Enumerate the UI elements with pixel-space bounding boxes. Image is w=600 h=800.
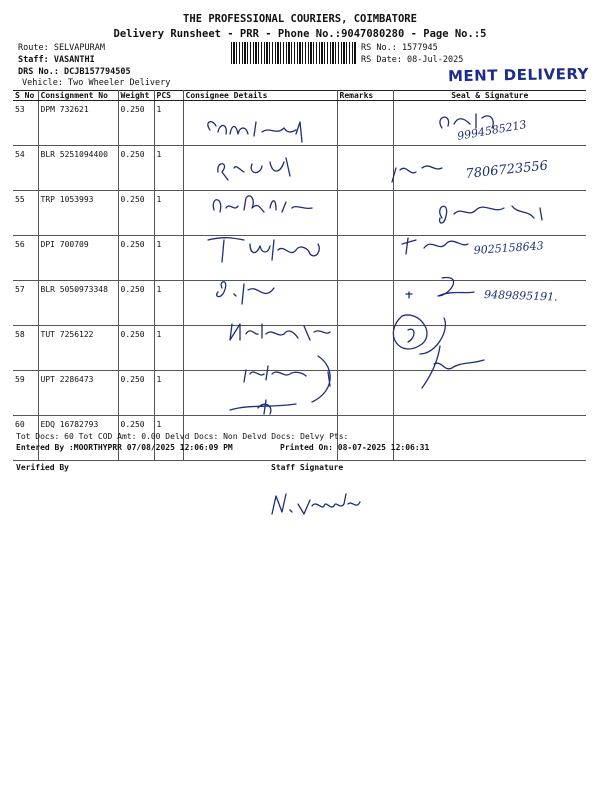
cell-sno: 57 (13, 281, 38, 326)
cell-weight: 0.250 (118, 281, 154, 326)
cell-sno: 55 (13, 191, 38, 236)
signature-stroke (272, 494, 360, 514)
signature-stroke (208, 238, 319, 262)
runsheet-subtitle: Delivery Runsheet - PRR - Phone No.:9047080280 - Page No.:5 (113, 28, 487, 40)
barcode (231, 42, 356, 64)
signature-stroke (230, 400, 296, 414)
cell-pcs: 1 (154, 326, 183, 371)
signature-stroke (217, 282, 274, 304)
cell-consignment: TRP 1053993 (38, 191, 118, 236)
col-weight: Weight (118, 91, 154, 101)
staff-field: Staff: VASANTHI (18, 55, 95, 65)
signature-stroke (244, 356, 330, 402)
cell-consignment: DPI 700709 (38, 236, 118, 281)
totals-line: Tot Docs: 60 Tot COD Amt: 0.00 Delvd Docs: Non Delvd Docs: Delvy Pts: (16, 432, 349, 441)
cell-sno: 60 (13, 416, 38, 461)
cell-weight: 0.250 (118, 326, 154, 371)
signature-stroke (218, 158, 290, 180)
cell-consignment: UPT 2286473 (38, 371, 118, 416)
consignee-handwriting (200, 112, 340, 422)
printed-on: Printed On: 08-07-2025 12:06:31 (280, 443, 430, 452)
signature-stroke (422, 346, 484, 388)
handwritten-phone: 7806723556 (464, 158, 549, 182)
cell-pcs: 1 (154, 101, 183, 146)
cell-consignment: EDQ 16782793 (38, 416, 118, 461)
cell-sno: 54 (13, 146, 38, 191)
signature-stroke (402, 238, 468, 254)
cell-consignment: DPM 732621 (38, 101, 118, 146)
cell-sno: 53 (13, 101, 38, 146)
cell-weight: 0.250 (118, 146, 154, 191)
rs-number: RS No.: 1577945 (361, 43, 438, 53)
handwritten-phone: 9994585213 (456, 117, 528, 143)
staff-signature (268, 488, 368, 524)
cell-signature (393, 416, 586, 461)
col-consignee: Consignee Details (183, 91, 337, 101)
cell-consignment: BLR 5251094400 (38, 146, 118, 191)
staff-signature-label: Staff Signature (271, 463, 344, 472)
cell-pcs: 1 (154, 416, 183, 461)
cell-pcs: 1 (154, 371, 183, 416)
handwritten-phone: 9489895191. (483, 288, 558, 304)
col-remarks: Remarks (337, 91, 393, 101)
cell-consignment: TUT 7256122 (38, 326, 118, 371)
col-sno: S No (13, 91, 38, 101)
signature-stroke (213, 196, 312, 212)
signature-stroke (406, 278, 474, 298)
route-field: Route: SELVAPURAM (18, 43, 105, 53)
handwritten-phone: 9025158643 (473, 239, 545, 257)
delivery-stamp: MENT DELIVERY (447, 64, 590, 86)
cell-sno: 58 (13, 326, 38, 371)
company-title: THE PROFESSIONAL COURIERS, COIMBATORE (183, 13, 417, 25)
verified-by-label: Verified By (16, 463, 69, 472)
drs-field: DRS No.: DCJB157794505 (18, 67, 131, 77)
rs-date: RS Date: 08-Jul-2025 (361, 55, 464, 65)
cell-pcs: 1 (154, 146, 183, 191)
cell-pcs: 1 (154, 236, 183, 281)
cell-consignment: BLR 5050973348 (38, 281, 118, 326)
cell-sno: 59 (13, 371, 38, 416)
signature-stroke (440, 206, 542, 223)
signature-stroke (230, 324, 330, 340)
col-pcs: PCS (154, 91, 183, 101)
col-seal-signature: Seal & Signature (393, 91, 586, 101)
signature-stroke (392, 166, 442, 182)
signature-stroke (393, 315, 445, 354)
col-consignment: Consignment No (38, 91, 118, 101)
signature-stroke (208, 122, 302, 142)
cell-weight: 0.250 (118, 416, 154, 461)
entered-by: Entered By :MOORTHYPRR 07/08/2025 12:06:09 PM (16, 443, 233, 452)
vehicle-field: Vehicle: Two Wheeler Delivery (22, 78, 171, 88)
cell-pcs: 1 (154, 191, 183, 236)
cell-weight: 0.250 (118, 101, 154, 146)
cell-pcs: 1 (154, 281, 183, 326)
seal-signature-handwriting (372, 98, 587, 398)
cell-weight: 0.250 (118, 236, 154, 281)
cell-weight: 0.250 (118, 191, 154, 236)
cell-sno: 56 (13, 236, 38, 281)
cell-weight: 0.250 (118, 371, 154, 416)
